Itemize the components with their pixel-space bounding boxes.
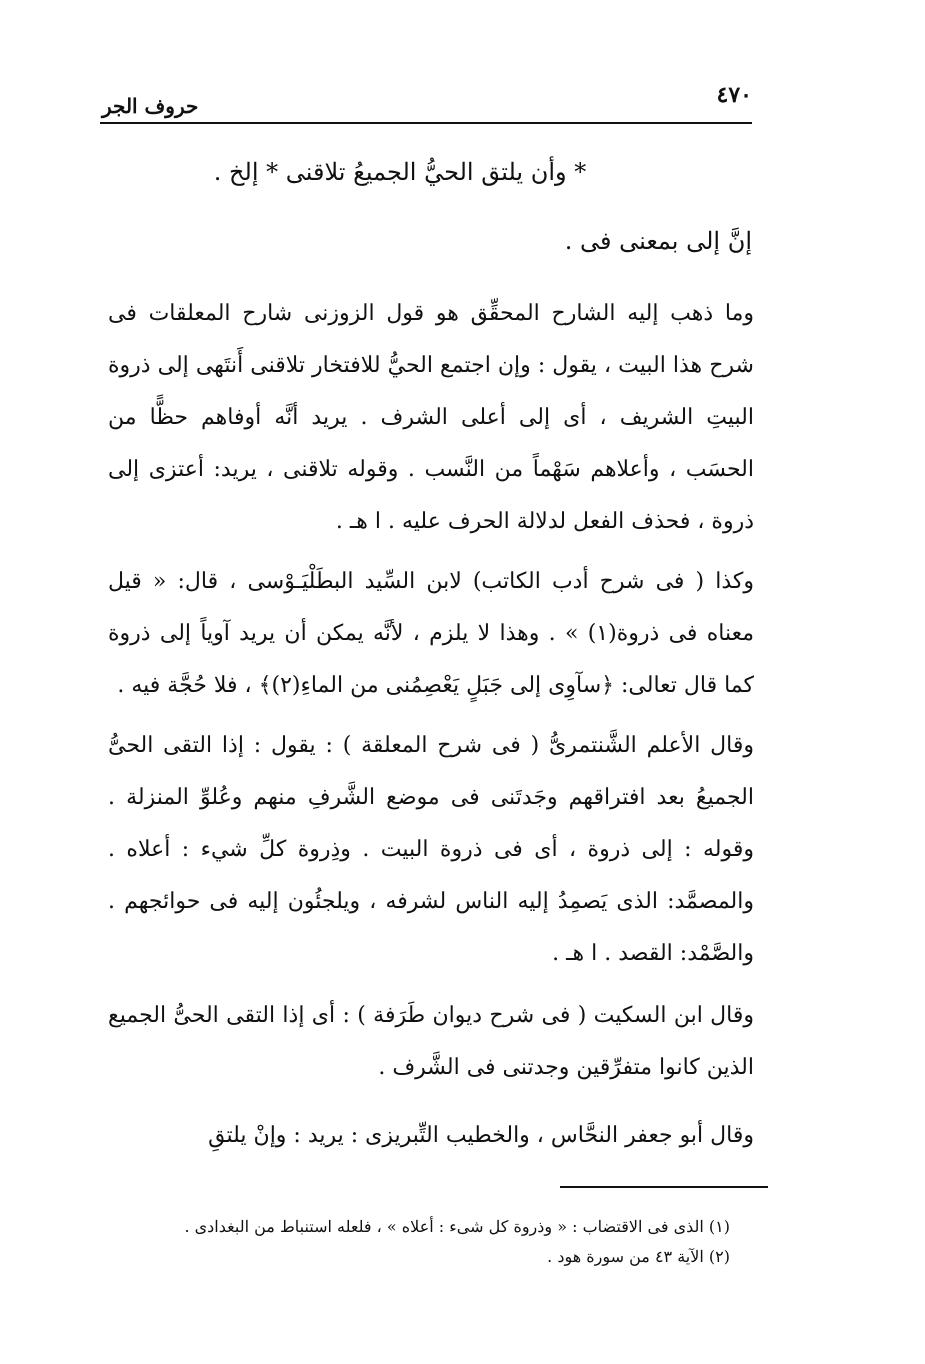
footnote-1: (١) الذى فى الاقتضاب : « وذروة كل شىء : أعلاه » ، فلعله استنباط من البغدادى . bbox=[184, 1217, 730, 1236]
paragraph-batalyawsi: وكذا ( فى شرح أدب الكاتب) لابن السِّيد البطَلْيَـوْسى ، قال: « قيل معناه فى ذروة(١) » . وهذا لا يلزم ، لأنَّه يمكن أن يريد آوياً إلى ذروة كما قال تعالى: ﴿سآوِى إلى جَبَلٍ يَعْصِمُنى من الماءِ(٢)﴾ ، فلا حُجَّة فيه . bbox=[108, 569, 754, 698]
paragraph-zawzani: وما ذهب إليه الشارح المحقِّق هو قول الزوزنى شارح المعلقات فى شرح هذا البيت ، يقول : وإن اجتمع الحيُّ للافتخار تلاقنى أَنتَهى إلى ذروة البيتِ الشريف ، أى إلى أعلى الشرف . يريد أنَّه أوفاهم حظًّا من الحسَب ، وأعلاهم سَهْماً من النَّسب . وقوله تلاقنى ، يريد: أعتزى إلى ذروة ، فحذف الفعل لدلالة الحرف عليه . ا هـ . bbox=[108, 301, 754, 534]
page-header bbox=[100, 82, 752, 124]
footnote-separator bbox=[560, 1186, 768, 1188]
grammar-rule: إنَّ إلى بمعنى فى . bbox=[564, 227, 752, 255]
paragraph-nahhas-tabrizi: وقال أبو جعفر النحَّاس ، والخطيب التِّبريزى : يريد : وإنْ يلتقِ bbox=[208, 1123, 754, 1148]
footnotes bbox=[150, 1212, 730, 1272]
page-number: ٤٧٠ bbox=[716, 82, 752, 108]
quoted-verse: * وأن يلتق الحيُّ الجميعُ تلاقنى * إلخ . bbox=[213, 158, 587, 186]
running-title: حروف الجر bbox=[102, 94, 199, 118]
paragraph-ibn-al-sikkit: وقال ابن السكيت ( فى شرح ديوان طَرَفة ) : أى إذا التقى الحىُّ الجميع الذين كانوا متفرِّقين وجدتنى فى الشَّرف . bbox=[108, 1003, 754, 1080]
footnote-2: (٢) الآية ٤٣ من سورة هود . bbox=[547, 1247, 730, 1266]
paragraph-shantamari: وقال الأعلم الشَّنتمرىُّ ( فى شرح المعلقة ) : يقول : إذا التقى الحىُّ الجميعُ بعد افتراقهم وجَدتَنى فى موضع الشَّرفِ منهم وعُلوِّ المنزلة . وقوله : إلى ذروة ، أى فى ذروة البيت . وذِروة كلِّ شيء : أعلاه . والمصمَّد: الذى يَصمِدُ إليه الناس لشرفه ، ويلجئُون إليه فى حوائجهم . والصَّمْد: القصد . ا هـ . bbox=[108, 733, 755, 966]
